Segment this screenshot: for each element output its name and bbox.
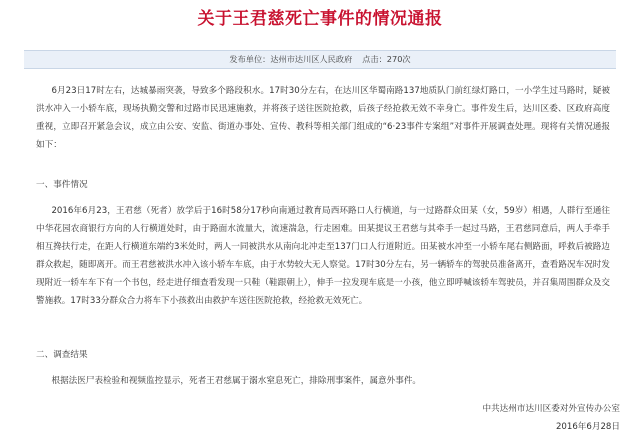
investigation-result-paragraph: 根据法医尸表检验和视频监控显示，死者王君慈属于溺水窒息死亡，排除刑事案件，属意外事件。 [51,376,422,386]
section-heading-event: 一、事件情况 [36,180,88,190]
hits-label: 点击：270次 [362,54,411,64]
intro-paragraph: 6月23日17时左右，达城暴雨突袭，导致多个路段积水。17时30分左右，在达川区华蜀南路137地质队门前红绿灯路口，一小学生过马路时，疑被洪水冲入一小轿车底，现场执勤交警和过路市民迅速施救，并将孩子送往医院抢救，后孩子经抢救无效不幸身亡。事件发生后，达川区委、区政府高度重视，立即召开紧急会议，成立由公安、安监、街道办事处、宣传、教科等相关部门组成的“6·23事件专案组”对事件开展调查处理。现将有关情况通报如下： [36,86,610,150]
article-title: 关于王君慈死亡事件的情况通报 [197,9,443,29]
section-heading-investigation: 二、调查结果 [36,350,88,360]
event-details-paragraph: 2016年6月23，王君慈（死者）放学后于16时58分17秒向南通过教育局西环路口人行横道，与一过路群众田某（女，59岁）相遇，人群行至通往中华花园农商银行方向的人行横道处时，由于路面水流量大，流速湍急，行走困难。田某提议王君慈与其牵手一起过马路，王君慈同意后，两人手牵手相互搀扶行走，在距人行横道东端约3米处时，两人一同被洪水从南向北冲走至137门口人行道附近。田某被水冲至一小轿车尾右侧路面，呼救后被路边群众救起，随即离开。而王君慈被洪水冲入该小轿车车底，由于水势较大无人察觉。17时30分左右，另一辆轿车的驾驶员准备离开，查看路况车况时发现附近一轿车车下有一个书包，经走进仔细查看发现一只鞋（鞋跟朝上），伸手一拉发现车底是一小孩，他立即呼喊该轿车驾驶员，并召集周围群众及交警施救。17时33分群众合力将车下小孩救出由救护车送往医院抢救，经抢救无效死亡。 [36,206,610,306]
signature-date: 2016年6月28日 [555,422,620,432]
signature-organization: 中共达州市达川区委对外宣传办公室 [482,404,620,414]
publisher-label: 发布单位：达州市达川区人民政府 [229,54,353,64]
article-meta-bar [24,50,616,69]
